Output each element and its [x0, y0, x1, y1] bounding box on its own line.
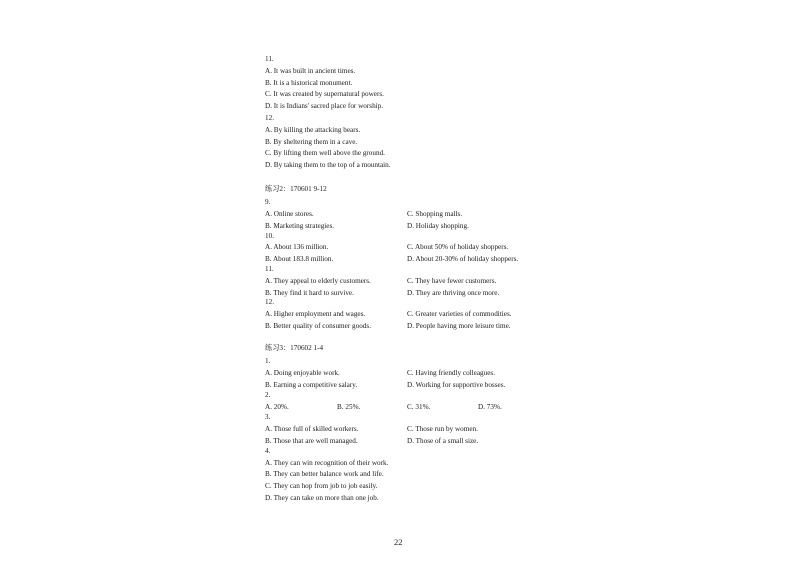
option-b: B. About 183.8 million.	[265, 255, 334, 263]
option-d: D. Those of a small size.	[407, 437, 479, 445]
option-b: B. By sheltering them in a cave.	[265, 138, 358, 146]
option-b: B. Better quality of consumer goods.	[265, 322, 371, 330]
option-a: A. It was built in ancient times.	[265, 67, 356, 75]
option-b: B. Earning a competitive salary.	[265, 381, 358, 389]
option-b: B. They can better balance work and life.	[265, 470, 384, 478]
option-a: A. About 136 million.	[265, 243, 329, 251]
option-d: D. Working for supportive bosses.	[407, 381, 506, 389]
option-c: C. By lifting them well above the ground.	[265, 149, 385, 157]
option-b: B. Marketing strategies.	[265, 222, 335, 230]
question-number: 12.	[265, 114, 274, 122]
question-number: 4.	[265, 447, 271, 455]
option-a: A. By killing the attacking bears.	[265, 126, 361, 134]
option-a: A. Those full of skilled workers.	[265, 425, 359, 433]
question-number: 1.	[265, 357, 271, 365]
option-a: A. They appeal to elderly customers.	[265, 277, 371, 285]
question-number: 10.	[265, 232, 274, 240]
exercise-heading: 练习2：170601 9-12	[265, 185, 327, 193]
option-c: C. 31%.	[407, 403, 431, 411]
option-c: C. Those run by women.	[407, 425, 478, 433]
option-c: C. Greater varieties of commodities.	[407, 310, 512, 318]
page-number: 22	[394, 537, 403, 547]
question-number: 2.	[265, 391, 271, 399]
option-d: D. About 20-30% of holiday shoppers.	[407, 255, 519, 263]
option-d: D. They are thriving once more.	[407, 289, 500, 297]
question-number: 11.	[265, 55, 274, 63]
option-a: A. Doing enjoyable work.	[265, 369, 340, 377]
option-d: D. By taking them to the top of a mountain.	[265, 161, 391, 169]
question-number: 9.	[265, 198, 271, 206]
option-d: D. It is Indians' sacred place for worship.	[265, 102, 384, 110]
option-c: C. They can hop from job to job easily.	[265, 482, 378, 490]
option-b: B. It is a historical monument.	[265, 79, 353, 87]
option-d: D. Holiday shopping.	[407, 222, 469, 230]
question-number: 12.	[265, 298, 274, 306]
option-b: B. 25%.	[337, 403, 361, 411]
option-c: C. It was created by supernatural powers.	[265, 90, 384, 98]
option-d: D. 73%.	[478, 403, 502, 411]
question-number: 11.	[265, 265, 274, 273]
option-a: A. 20%.	[265, 403, 289, 411]
option-a: A. Online stores.	[265, 210, 314, 218]
option-b: B. They find it hard to survive.	[265, 289, 354, 297]
question-number: 3.	[265, 413, 271, 421]
option-c: C. Having friendly colleagues.	[407, 369, 496, 377]
exercise-heading: 练习3：170602 1-4	[265, 344, 324, 352]
option-c: C. About 50% of holiday shoppers.	[407, 243, 509, 251]
option-d: D. People having more leisure time.	[407, 322, 511, 330]
option-a: A. They can win recognition of their work.	[265, 459, 389, 467]
option-c: C. Shopping malls.	[407, 210, 463, 218]
option-c: C. They have fewer customers.	[407, 277, 497, 285]
option-b: B. Those that are well managed.	[265, 437, 358, 445]
option-d: D. They can take on more than one job.	[265, 494, 379, 502]
option-a: A. Higher employment and wages.	[265, 310, 366, 318]
